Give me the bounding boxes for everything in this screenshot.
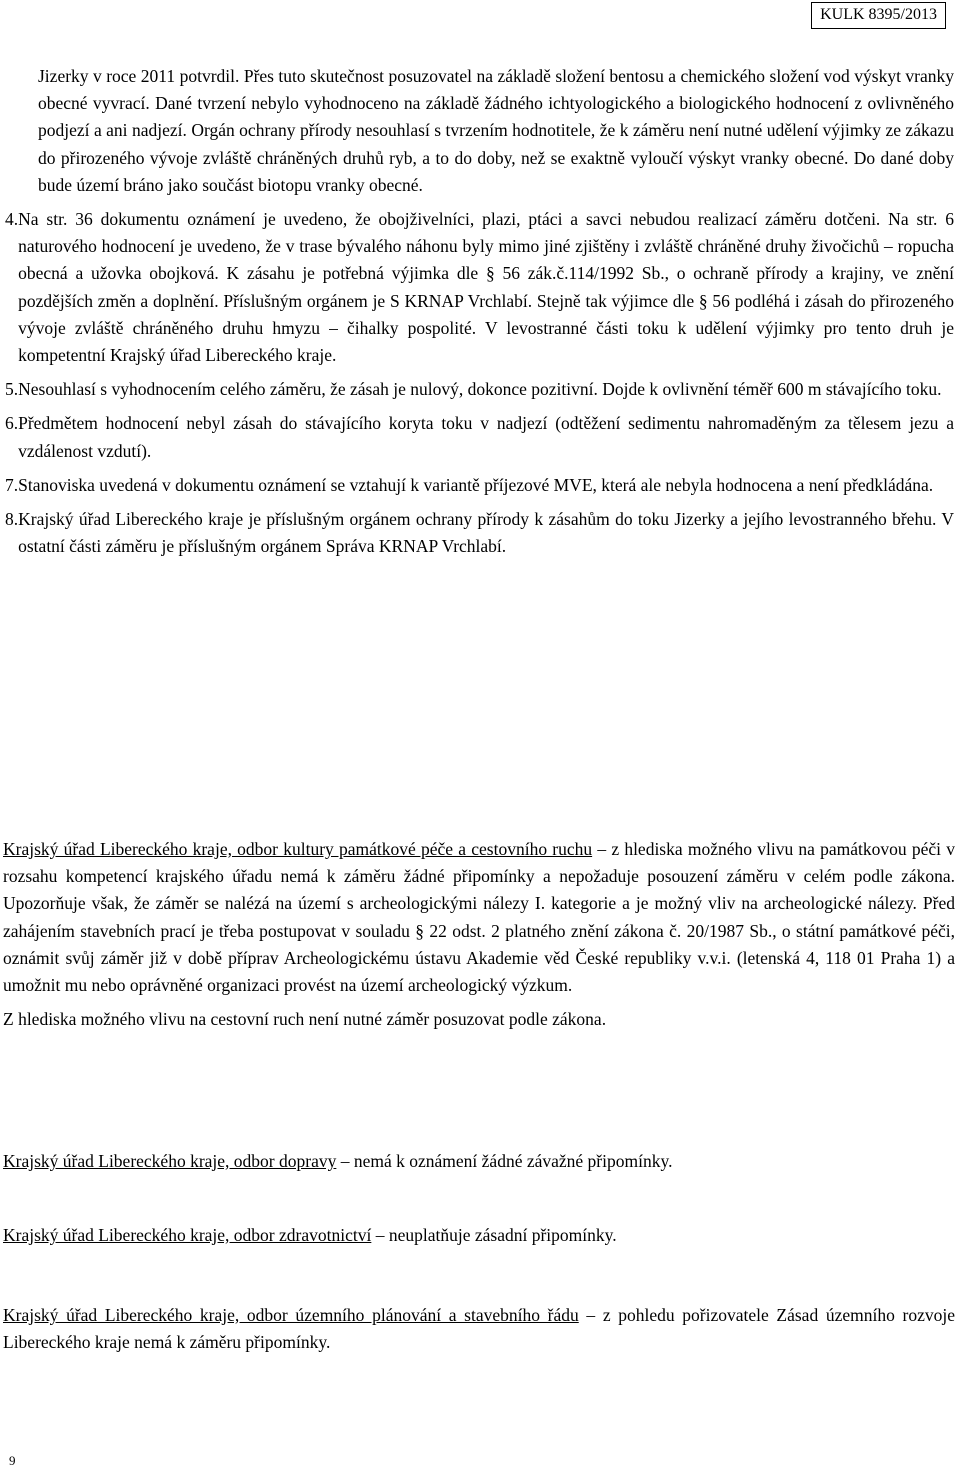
list-number: 5.: [5, 379, 19, 400]
culture-section: [3, 836, 955, 1033]
list-number: 6.: [5, 413, 19, 434]
list-item-5: [5, 376, 954, 403]
transport-paragraph: [3, 1148, 955, 1175]
planning-paragraph: [3, 1302, 955, 1356]
list-item-text: Předmětem hodnocení nebyl zásah do stávajícího koryta toku v nadjezí (odtěžení sedimentu nahromaděným za tělesem jezu a vzdálenost vzdutí).: [18, 413, 954, 461]
transport-section: [3, 1148, 955, 1175]
list-item-4: [5, 206, 954, 369]
page-number: 9: [9, 1453, 16, 1468]
list-number: 4.: [5, 209, 19, 230]
transport-text: – nemá k oznámení žádné závažné připomínky.: [336, 1151, 673, 1171]
health-paragraph: [3, 1222, 955, 1249]
main-content: [5, 63, 954, 560]
list-item-6: [5, 410, 954, 464]
health-text: – neuplatňuje zásadní připomínky.: [371, 1225, 617, 1245]
planning-text: – z pohledu pořizovatele Zásad územního rozvoje Libereckého kraje nemá k záměru připomínky.: [3, 1305, 955, 1353]
list-item-text: Na str. 36 dokumentu oznámení je uvedeno, že obojživelníci, plazi, ptáci a savci nebudou realizací záměru dotčeni. Na str. 6 naturového hodnocení je uvedeno, že v trase bývalého náhonu byly mimo jiné zjištěny i zvláště chráněné druhy živočichů – ropucha obecná a užovka obojková. K zásahu je potřebná výjimka dle § 56 zák.č.114/1992 Sb., o ochraně přírody a krajiny, ve znění pozdějších změn a doplnění. Příslušným orgánem je S KRNAP Vrchlabí. Stejně tak výjimce dle § 56 podléhá i zásah do přirozeného vývoje zvláště chráněného druhu hmyzu – čihalky pospolité. V levostranné části toku k udělení výjimky pro tento druh je kompetentní Krajský úřad Libereckého kraje.: [18, 209, 954, 366]
list-number: 8.: [5, 509, 19, 530]
tourism-paragraph: Z hlediska možného vlivu na cestovní ruch není nutné záměr posuzovat podle zákona.: [3, 1009, 607, 1030]
health-section: [3, 1222, 955, 1249]
numbered-list: [5, 206, 954, 560]
transport-heading: Krajský úřad Libereckého kraje, odbor dopravy: [3, 1151, 337, 1171]
health-heading: Krajský úřad Libereckého kraje, odbor zdravotnictví: [3, 1225, 372, 1245]
culture-heading: Krajský úřad Libereckého kraje, odbor kultury památkové péče a cestovního ruchu: [3, 839, 593, 859]
list-item-text: Nesouhlasí s vyhodnocením celého záměru, že zásah je nulový, dokonce pozitivní. Dojde k ovlivnění téměř 600 m stávajícího toku.: [18, 379, 942, 400]
list-number: 7.: [5, 474, 19, 495]
list-item-7: [5, 472, 954, 499]
culture-paragraph: [3, 836, 955, 999]
planning-section: [3, 1302, 955, 1356]
culture-text: – z hlediska možného vlivu na památkovou péči v rozsahu kompetencí krajského úřadu nemá k záměru žádné připomínky a nepožaduje posouzení záměru v celém podle zákona. Upozorňuje však, že záměr se nalézá na území s archeologickými nálezy I. kategorie a je možný vliv na archeologické nálezy. Před zahájením stavebních prací je třeba postupovat v souladu § 22 odst. 2 platného znění zákona č. 20/1987 Sb., o státní památkové péči, oznámit svůj záměr již v době příprav Archeologickému ústavu Akademie věd České republiky v.v.i. (letenská 4, 118 01 Praha 1) a umožnit mu nebo oprávněné organizaci provést na území archeologický výzkum.: [3, 839, 955, 996]
list-item-8: [5, 506, 954, 560]
list-item-text: Stanoviska uvedená v dokumentu oznámení se vztahují k variantě příjezové MVE, která ale nebyla hodnocena a není předkládána.: [18, 474, 934, 495]
list-item-text: Krajský úřad Libereckého kraje je příslušným orgánem ochrany přírody k zásahům do toku Jizerky a jejího levostranného břehu. V ostatní části záměru je příslušným orgánem Správa KRNAP Vrchlabí.: [18, 509, 954, 557]
planning-heading: Krajský úřad Libereckého kraje, odbor územního plánování a stavebního řádu: [3, 1305, 579, 1325]
document-reference: KULK 8395/2013: [811, 2, 946, 29]
intro-paragraph: Jizerky v roce 2011 potvrdil. Přes tuto skutečnost posuzovatel na základě složení bentosu a chemického složení vod výskyt vranky obecné vyvrací. Dané tvrzení nebylo vyhodnoceno na základě žádného ichtyologického a biologického hodnocení z ovlivněného podjezí a ani nadjezí. Orgán ochrany přírody nesouhlasí s tvrzením hodnotitele, že k záměru není nutné udělení výjimky ze zákazu do přirozeného vývoje zvláště chráněných druhů ryb, a to do doby, než se exaktně vyloučí výskyt vranky obecné. Do dané doby bude území bráno jako součást biotopu vranky obecné.: [38, 66, 954, 195]
